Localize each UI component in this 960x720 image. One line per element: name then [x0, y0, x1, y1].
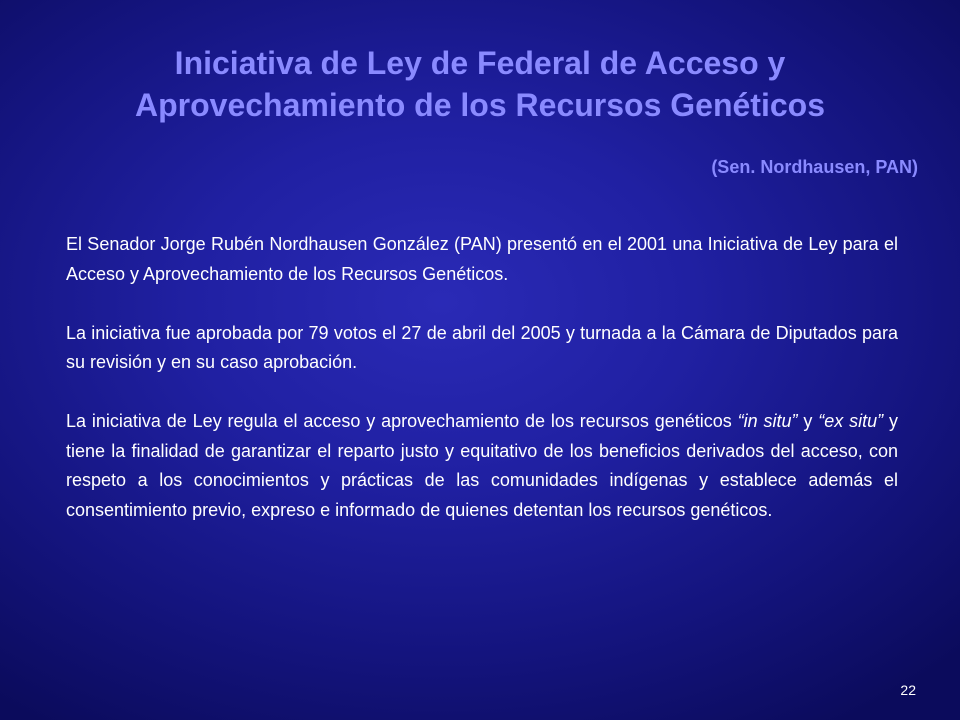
paragraph-3-part-1: La iniciativa de Ley regula el acceso y aprovechamiento de los recursos genéticos — [66, 411, 738, 431]
slide-title-line-1: Iniciativa de Ley de Federal de Acceso y — [174, 45, 786, 81]
paragraph-3 — [66, 407, 898, 525]
paragraph-3-part-3: y tiene la finalidad de garantizar el reparto justo y equitativo de los beneficios derivados del acceso, con respeto a los conocimientos y prácticas de las comunidades indígenas y establece además el consentimiento previo, expreso e informado de quienes detentan los recursos genéticos. — [66, 411, 898, 520]
paragraph-1: El Senador Jorge Rubén Nordhausen González (PAN) presentó en el 2001 una Iniciativa de Ley para el Acceso y Aprovechamiento de los Recursos Genéticos. — [66, 234, 898, 284]
slide-title-line-2: Aprovechamiento de los Recursos Genéticos — [135, 87, 825, 123]
page-number: 22 — [900, 682, 916, 698]
slide-title — [20, 42, 940, 126]
slide-subtitle: (Sen. Nordhausen, PAN) — [711, 157, 918, 177]
paragraph-2: La iniciativa fue aprobada por 79 votos el 27 de abril del 2005 y turnada a la Cámara de Diputados para su revisión y en su caso aprobación. — [66, 322, 898, 372]
ex-situ-term: “ex situ” — [818, 411, 884, 431]
in-situ-term: “in situ” — [737, 411, 798, 431]
slide-body — [66, 230, 898, 525]
paragraph-3-part-2: y — [797, 411, 819, 431]
